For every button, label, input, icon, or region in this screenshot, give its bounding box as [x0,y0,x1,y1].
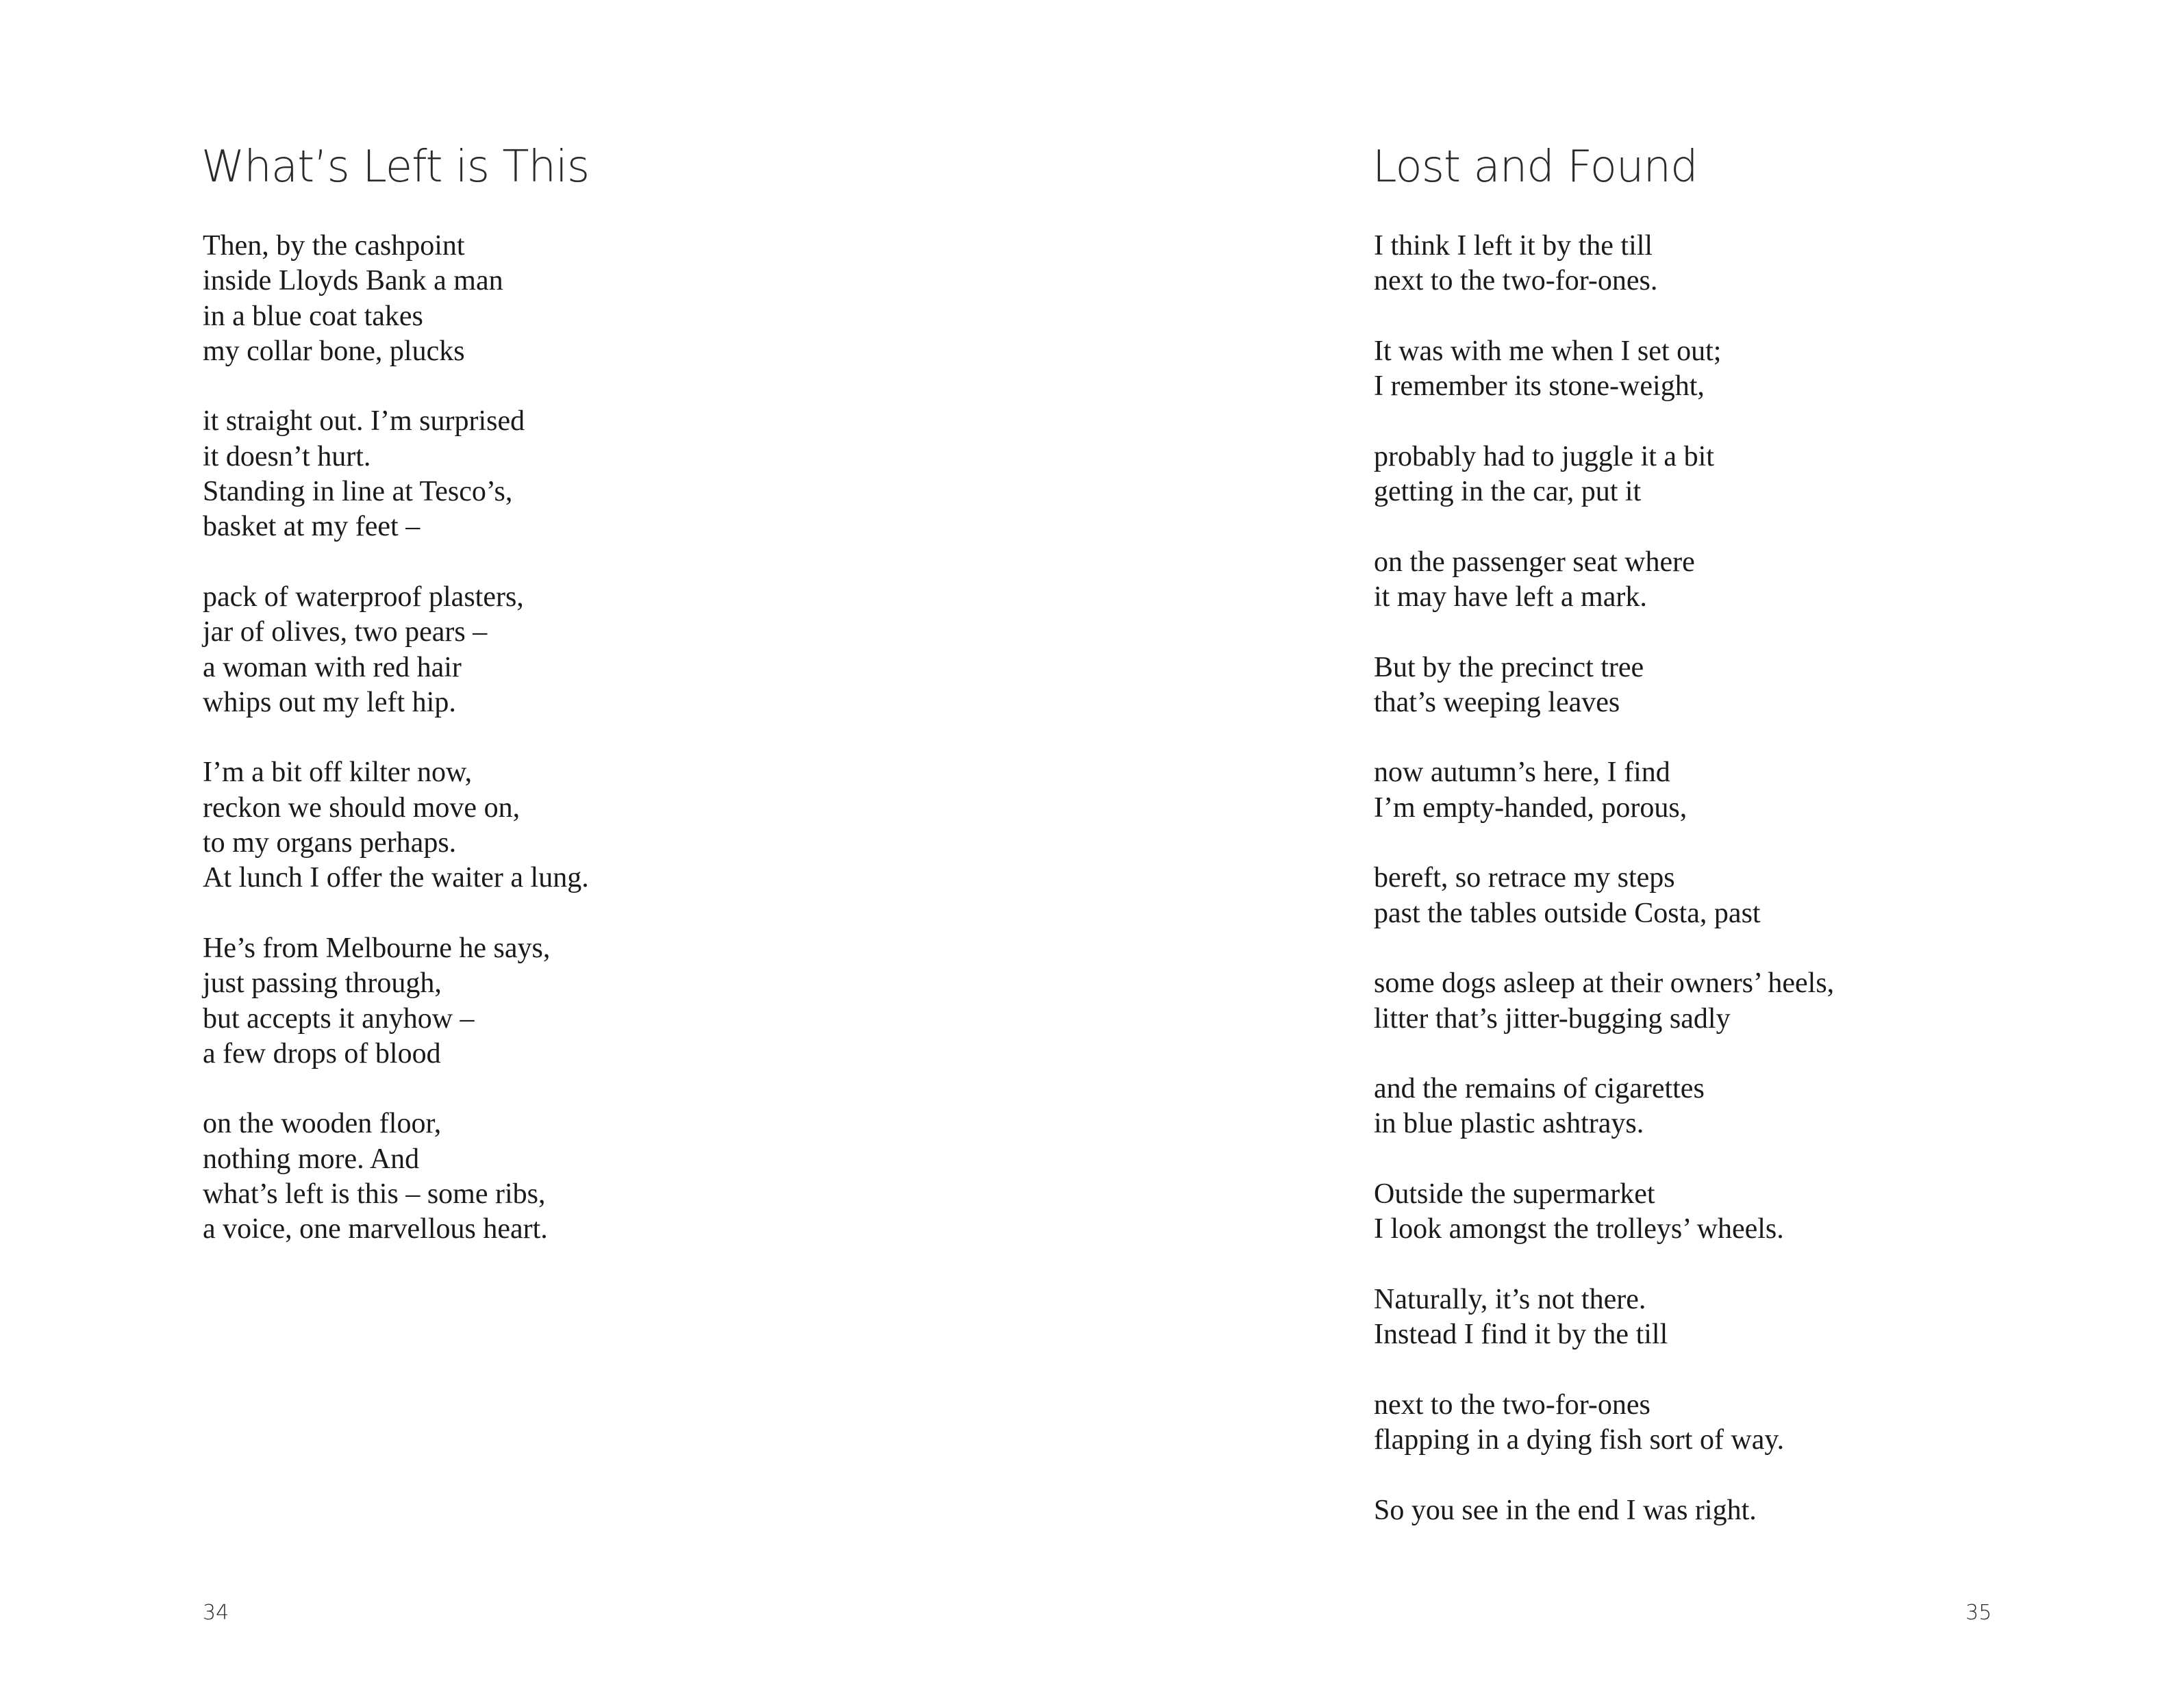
poem-body [203,229,589,1282]
poem-line: next to the two-for-ones [1374,1389,1650,1421]
page-number: 34 [203,1601,229,1625]
poem-line: my collar bone, plucks [203,335,465,367]
poem-line: jar of olives, two pears – [203,616,488,648]
poem-line: reckon we should move on, [203,791,520,824]
poem-line: getting in the car, put it [1374,476,1642,508]
stanza [1374,545,1834,616]
stanza [1374,861,1834,931]
poem-line: Naturally, it’s not there. [1374,1283,1646,1315]
stanza [1374,966,1834,1037]
poem-line: So you see in the end I was right. [1374,1494,1757,1526]
poem-line: Standing in line at Tesco’s, [203,476,513,508]
stanza [1374,229,1834,299]
stanza [1374,440,1834,510]
poem-line: some dogs asleep at their owners’ heels, [1374,967,1835,1000]
poem-line: next to the two-for-ones. [1374,265,1658,297]
poem-line: inside Lloyds Bank a man [203,265,503,297]
poem-line: on the wooden floor, [203,1108,442,1140]
stanza [1374,1282,1834,1353]
stanza [1374,1493,1834,1528]
poem-line: Instead I find it by the till [1374,1319,1668,1351]
poem-line: and the remains of cigarettes [1374,1073,1705,1105]
poem-line: just passing through, [203,967,442,1000]
poem-line: what’s left is this – some ribs, [203,1178,546,1211]
right-page [1092,0,2184,1698]
stanza [1374,1388,1834,1458]
poem-line: I look amongst the trolleys’ wheels. [1374,1213,1784,1245]
stanza [203,931,589,1072]
poem-line: He’s from Melbourne he says, [203,932,551,964]
poem-line: a voice, one marvellous heart. [203,1213,548,1245]
poem-line: But by the precinct tree [1374,651,1644,683]
poem-title: Lost and Found [1372,142,1698,192]
poem-line: it may have left a mark. [1374,581,1647,613]
stanza [203,229,589,369]
poem-line: a few drops of blood [203,1037,441,1069]
stanza [1374,334,1834,405]
poem-line: now autumn’s here, I find [1374,757,1670,789]
poem-line: I think I left it by the till [1374,230,1653,262]
stanza [1374,1072,1834,1142]
poem-line: in a blue coat takes [203,300,423,332]
poem-line: a woman with red hair [203,651,462,683]
poem-line: litter that’s jitter-bugging sadly [1374,1002,1731,1035]
poem-body [1374,229,1834,1563]
poem-line: past the tables outside Costa, past [1374,897,1761,929]
poem-line: pack of waterproof plasters, [203,581,524,613]
stanza [203,404,589,544]
poem-line: Outside the supermarket [1374,1178,1655,1211]
stanza [1374,1177,1834,1247]
poem-line: flapping in a dying fish sort of way. [1374,1424,1785,1456]
poem-line: I’m empty-handed, porous, [1374,791,1687,824]
poem-line: whips out my left hip. [203,686,456,718]
poem-line: I’m a bit off kilter now, [203,757,473,789]
poem-line: to my organs perhaps. [203,827,457,859]
stanza [203,1106,589,1247]
stanza [1374,650,1834,721]
poem-line: bereft, so retrace my steps [1374,862,1675,894]
poem-line: At lunch I offer the waiter a lung. [203,862,589,894]
stanza [203,580,589,720]
poem-line: on the passenger seat where [1374,546,1695,578]
poem-title: What’s Left is This [201,142,590,192]
poem-line: nothing more. And [203,1143,420,1175]
poem-line: in blue plastic ashtrays. [1374,1108,1644,1140]
poem-line: basket at my feet – [203,511,421,543]
poem-line: but accepts it anyhow – [203,1002,475,1035]
poem-line: probably had to juggle it a bit [1374,440,1714,472]
page-number: 35 [1966,1601,1992,1625]
stanza [1374,755,1834,826]
poem-line: Then, by the cashpoint [203,230,465,262]
poem-line: that’s weeping leaves [1374,686,1620,718]
poem-line: it straight out. I’m surprised [203,405,525,438]
poem-line: I remember its stone-weight, [1374,370,1705,403]
poem-line: It was with me when I set out; [1374,335,1722,367]
poem-line: it doesn’t hurt. [203,440,371,472]
stanza [203,755,589,896]
